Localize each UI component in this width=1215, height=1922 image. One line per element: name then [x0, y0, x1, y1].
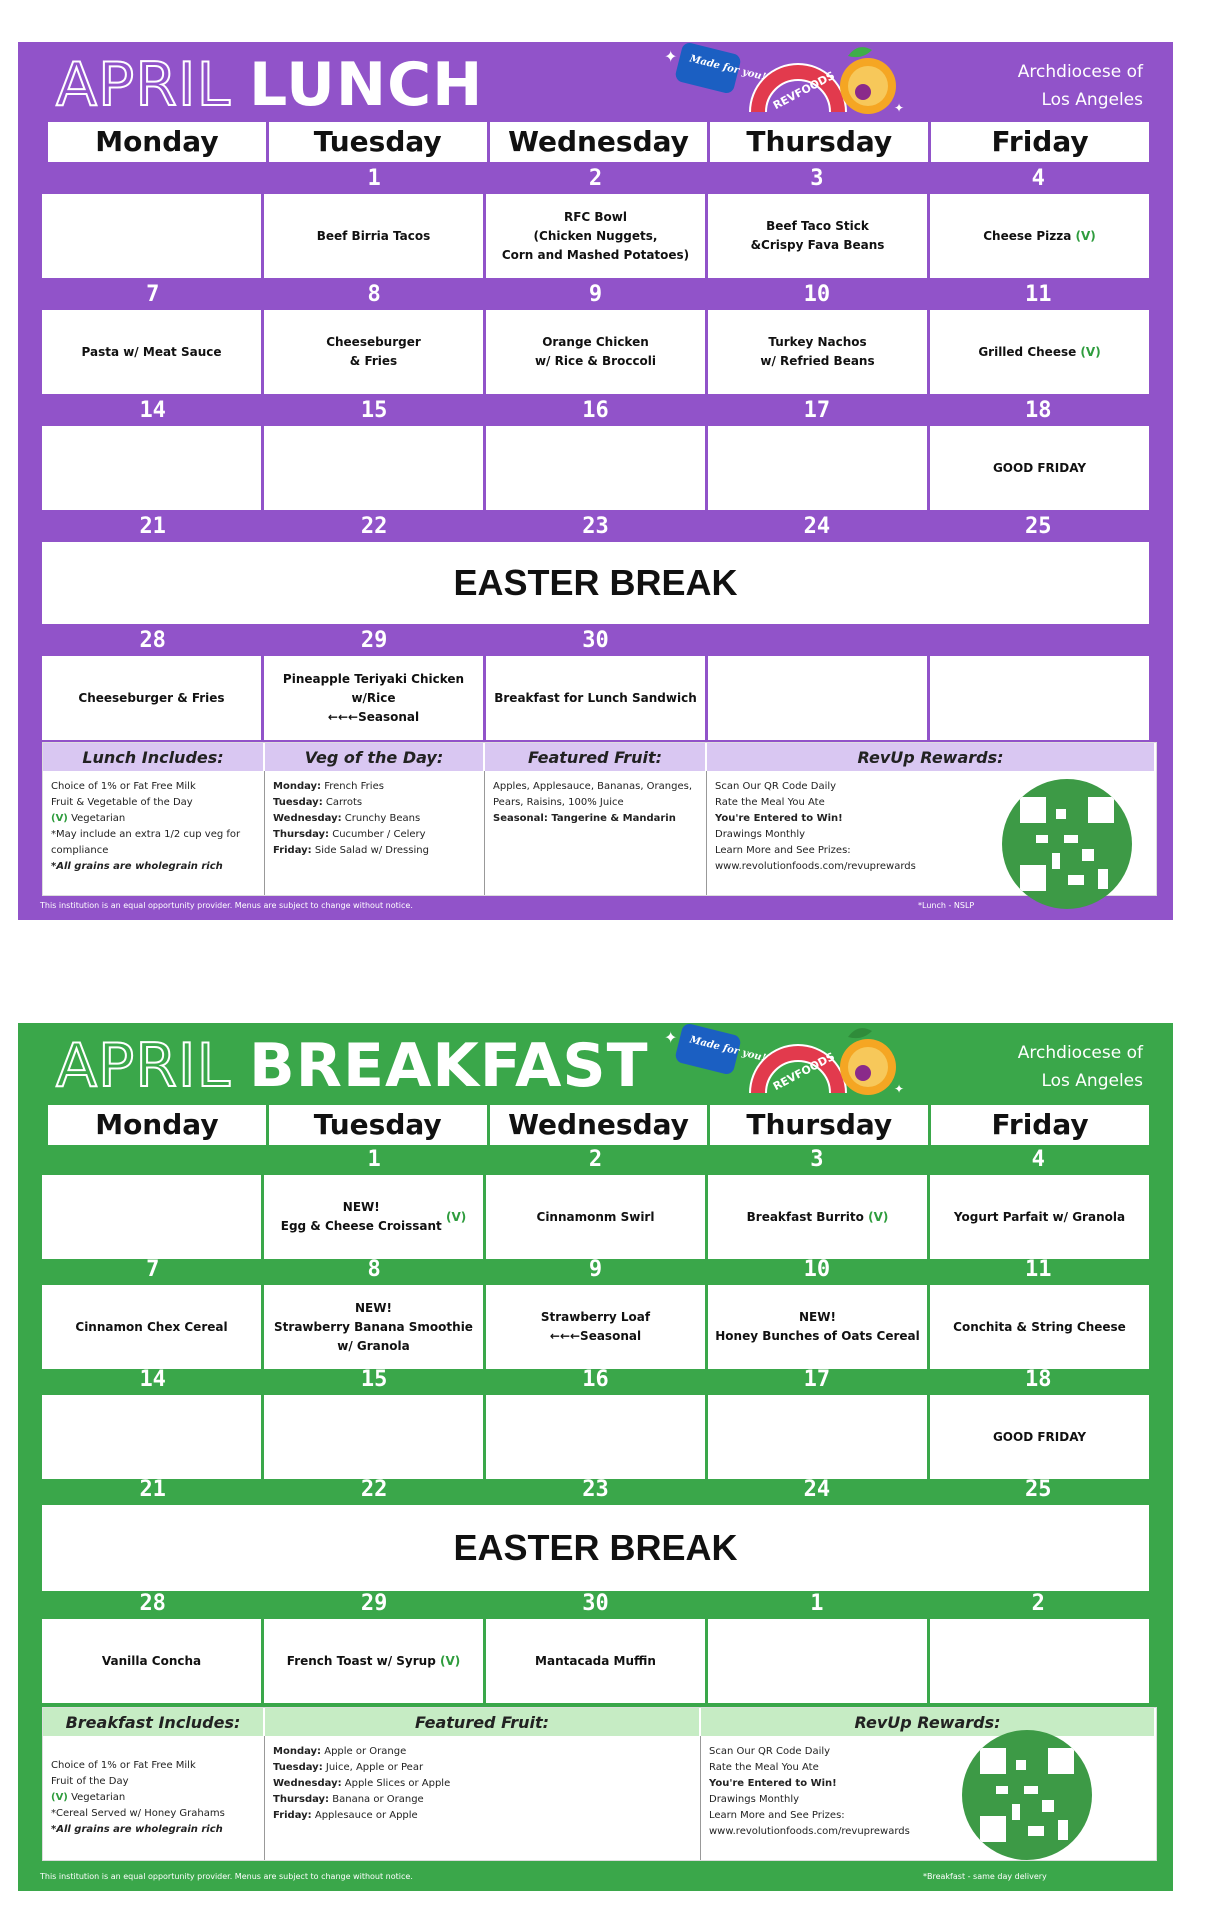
veg-of-day-heading: Veg of the Day: — [265, 743, 483, 771]
menu-cell — [42, 1175, 261, 1259]
qr-code-icon[interactable] — [1002, 779, 1132, 909]
date-number: 25 — [1025, 1477, 1052, 1502]
breakfast-includes-heading: Breakfast Includes: — [43, 1708, 263, 1736]
equal-opportunity-note: This institution is an equal opportunity provider. Menus are subject to change without notice. — [40, 901, 413, 910]
date-number: 30 — [582, 1591, 609, 1616]
date-number: 4 — [1031, 1147, 1045, 1172]
menu-cell: Strawberry Loaf ←←←Seasonal — [486, 1285, 705, 1369]
featured-fruit-list: Apples, Applesauce, Bananas, Oranges, Pears, Raisins, 100% Juice Seasonal: Tangerine & Mandarin — [485, 771, 707, 895]
menu-cell: GOOD FRIDAY — [930, 426, 1149, 510]
vegetarian-badge: (V) — [1080, 344, 1101, 359]
menu-cell: Conchita & String Cheese — [930, 1285, 1149, 1369]
menu-cell: Cinnamon Chex Cereal — [42, 1285, 261, 1369]
date-number: 18 — [1025, 398, 1052, 423]
lunch-title: APRIL LUNCH — [56, 50, 484, 120]
date-number: 24 — [803, 514, 831, 539]
menu-cell: Mantacada Muffin — [486, 1619, 705, 1703]
date-number: 29 — [360, 1591, 388, 1616]
breakfast-week-3 — [42, 1365, 1149, 1479]
menu-cell — [930, 1619, 1149, 1703]
date-number: 3 — [810, 1147, 824, 1172]
day-wednesday: Wednesday — [490, 122, 708, 162]
revfoods-logo — [658, 1023, 918, 1103]
date-number: 17 — [803, 1367, 831, 1392]
date-number: 28 — [139, 628, 166, 653]
day-friday: Friday — [931, 122, 1149, 162]
logo-badge: Made for you! — [688, 53, 767, 84]
menu-cell: NEW! Strawberry Banana Smoothie w/ Granola — [264, 1285, 483, 1369]
featured-fruit-heading: Featured Fruit: — [265, 1708, 699, 1736]
svg-text:✦: ✦ — [894, 101, 905, 115]
veg-of-day-list: Monday: French Fries Tuesday: Carrots Wednesday: Crunchy Beans Thursday: Cucumber / Celery Friday: Side Salad w/ Dressing — [265, 771, 485, 895]
menu-cell — [42, 426, 261, 510]
org-name: Archdiocese of Los Angeles — [1017, 1043, 1143, 1091]
menu-cell: RFC Bowl (Chicken Nuggets, Corn and Mashed Potatoes) — [486, 194, 705, 278]
date-number: 8 — [367, 1257, 381, 1282]
menu-cell — [708, 1619, 927, 1703]
program-note: *Breakfast - same day delivery — [923, 1872, 1047, 1881]
date-number: 3 — [810, 166, 824, 191]
breakfast-week-5 — [42, 1589, 1149, 1703]
date-number: 10 — [803, 282, 831, 307]
menu-cell — [708, 656, 927, 740]
lunch-week-5 — [42, 626, 1149, 740]
date-number: 1 — [810, 1591, 824, 1616]
date-number — [42, 164, 263, 194]
easter-break-banner: EASTER BREAK — [42, 1505, 1149, 1591]
featured-fruit-list: Monday: Apple or Orange Tuesday: Juice, Apple or Pear Wednesday: Apple Slices or Apple Thursday: Banana or Orange Friday: Applesauce or Apple — [265, 1736, 701, 1860]
date-number: 14 — [139, 1367, 166, 1392]
menu-cell — [486, 1395, 705, 1479]
date-number: 22 — [360, 514, 388, 539]
breakfast-week-4 — [42, 1475, 1149, 1591]
menu-cell: Breakfast Burrito (V) — [708, 1175, 927, 1259]
date-number: 11 — [1025, 1257, 1052, 1282]
menu-cell: Orange Chicken w/ Rice & Broccoli — [486, 310, 705, 394]
day-thursday: Thursday — [710, 1105, 928, 1145]
date-number: 16 — [582, 1367, 609, 1392]
breakfast-menu-sheet — [18, 1023, 1173, 1891]
menu-cell: Cheese Pizza (V) — [930, 194, 1149, 278]
menu-cell — [42, 194, 261, 278]
lunch-menu-sheet — [18, 42, 1173, 920]
vegetarian-badge: (V) — [439, 1653, 461, 1668]
date-number: 25 — [1025, 514, 1052, 539]
menu-cell: Grilled Cheese (V) — [930, 310, 1149, 394]
menu-cell — [930, 656, 1149, 740]
menu-cell — [42, 1395, 261, 1479]
date-number — [42, 1145, 263, 1175]
menu-cell — [486, 426, 705, 510]
featured-fruit-heading: Featured Fruit: — [485, 743, 705, 771]
menu-cell: Pasta w/ Meat Sauce — [42, 310, 261, 394]
date-number: 9 — [588, 1257, 603, 1282]
breakfast-week-1 — [42, 1145, 1149, 1259]
date-number: 14 — [139, 398, 166, 423]
day-tuesday: Tuesday — [269, 122, 487, 162]
breakfast-title: APRIL BREAKFAST — [56, 1031, 649, 1101]
date-number: 29 — [360, 628, 388, 653]
date-number: 1 — [367, 1147, 381, 1172]
day-tuesday: Tuesday — [269, 1105, 487, 1145]
date-number: 7 — [146, 1257, 160, 1282]
svg-text:✦: ✦ — [664, 1028, 678, 1047]
easter-break-banner: EASTER BREAK — [42, 542, 1149, 624]
revup-rewards-info: Scan Our QR Code Daily Rate the Meal You Ate You're Entered to Win! Drawings Monthly Learn More and See Prizes: www.revolutionfoods.com/revuprewards — [701, 1736, 1156, 1860]
logo-word: REVFOODS — [770, 1049, 837, 1094]
menu-cell: NEW! Honey Bunches of Oats Cereal — [708, 1285, 927, 1369]
vegetarian-badge: (V) — [1075, 228, 1096, 243]
menu-cell — [264, 1395, 483, 1479]
date-number: 11 — [1025, 282, 1052, 307]
logo-word: REVFOODS — [770, 68, 837, 113]
lunch-week-2 — [42, 280, 1149, 394]
svg-text:✦: ✦ — [894, 1082, 905, 1096]
date-number: 23 — [582, 1477, 609, 1502]
qr-code-icon[interactable] — [962, 1730, 1092, 1860]
revup-rewards-info: Scan Our QR Code Daily Rate the Meal You Ate You're Entered to Win! Drawings Monthly Learn More and See Prizes: www.revolutionfoods.com/revuprewards — [707, 771, 1156, 895]
date-number: 2 — [1031, 1591, 1045, 1616]
revfoods-logo — [658, 42, 918, 122]
date-number: 15 — [360, 398, 388, 423]
date-number: 16 — [582, 398, 609, 423]
svg-text:✦: ✦ — [664, 47, 678, 66]
weekday-header — [48, 1105, 1149, 1145]
menu-cell: Cheeseburger & Fries — [42, 656, 261, 740]
menu-cell: Beef Birria Tacos — [264, 194, 483, 278]
date-number: 28 — [139, 1591, 166, 1616]
menu-cell — [264, 426, 483, 510]
vegetarian-badge: (V) — [445, 1209, 467, 1224]
org-name: Archdiocese of Los Angeles — [1017, 62, 1143, 110]
lunch-week-4 — [42, 512, 1149, 624]
date-number: 7 — [146, 282, 160, 307]
menu-cell: Turkey Nachos w/ Refried Beans — [708, 310, 927, 394]
equal-opportunity-note: This institution is an equal opportunity provider. Menus are subject to change without notice. — [40, 1872, 413, 1881]
lunch-info-panel — [42, 742, 1157, 896]
logo-badge: Made for you! — [688, 1034, 767, 1065]
menu-cell — [708, 1395, 927, 1479]
date-number: 4 — [1031, 166, 1045, 191]
lunch-week-1 — [42, 164, 1149, 278]
menu-cell: French Toast w/ Syrup (V) — [264, 1619, 483, 1703]
date-number: 10 — [803, 1257, 831, 1282]
date-number: 24 — [803, 1477, 831, 1502]
lunch-week-3 — [42, 396, 1149, 510]
date-number: 9 — [588, 282, 603, 307]
program-note: *Lunch - NSLP — [918, 901, 975, 910]
date-number: 15 — [360, 1367, 388, 1392]
menu-cell: Beef Taco Stick &Crispy Fava Beans — [708, 194, 927, 278]
day-monday: Monday — [48, 122, 266, 162]
date-number: 2 — [588, 1147, 603, 1172]
breakfast-includes-list: Choice of 1% or Fat Free Milk Fruit of the Day (V) Vegetarian *Cereal Served w/ Honey Grahams *All grains are wholegrain rich — [43, 1736, 265, 1860]
revup-rewards-heading: RevUp Rewards: — [707, 743, 1154, 771]
menu-cell: Vanilla Concha — [42, 1619, 261, 1703]
menu-cell: GOOD FRIDAY — [930, 1395, 1149, 1479]
menu-cell: Cinnamonm Swirl — [486, 1175, 705, 1259]
date-number: 21 — [139, 1477, 166, 1502]
date-number — [928, 626, 1149, 656]
date-number: 30 — [582, 628, 609, 653]
revup-rewards-heading: RevUp Rewards: — [701, 1708, 1154, 1736]
day-wednesday: Wednesday — [490, 1105, 708, 1145]
day-monday: Monday — [48, 1105, 266, 1145]
menu-cell: Yogurt Parfait w/ Granola — [930, 1175, 1149, 1259]
date-number: 21 — [139, 514, 166, 539]
date-number: 8 — [367, 282, 381, 307]
lunch-includes-list: Choice of 1% or Fat Free Milk Fruit & Vegetable of the Day (V) Vegetarian *May include an extra 1/2 cup veg for compliance *All grains are wholegrain rich — [43, 771, 265, 895]
weekday-header — [48, 122, 1149, 162]
date-number: 17 — [803, 398, 831, 423]
date-number: 2 — [588, 166, 603, 191]
date-number: 18 — [1025, 1367, 1052, 1392]
date-number: 22 — [360, 1477, 388, 1502]
date-number — [706, 626, 927, 656]
breakfast-info-panel — [42, 1707, 1157, 1861]
menu-cell: Pineapple Teriyaki Chicken w/Rice ←←←Seasonal — [264, 656, 483, 740]
menu-cell: NEW! Egg & Cheese Croissant (V) — [264, 1175, 483, 1259]
vegetarian-badge: (V) — [868, 1209, 889, 1224]
breakfast-week-2 — [42, 1255, 1149, 1369]
menu-cell: Breakfast for Lunch Sandwich — [486, 656, 705, 740]
date-number: 23 — [582, 514, 609, 539]
lunch-includes-heading: Lunch Includes: — [43, 743, 263, 771]
day-thursday: Thursday — [710, 122, 928, 162]
menu-cell — [708, 426, 927, 510]
date-number: 1 — [367, 166, 381, 191]
menu-cell: Cheeseburger & Fries — [264, 310, 483, 394]
day-friday: Friday — [931, 1105, 1149, 1145]
